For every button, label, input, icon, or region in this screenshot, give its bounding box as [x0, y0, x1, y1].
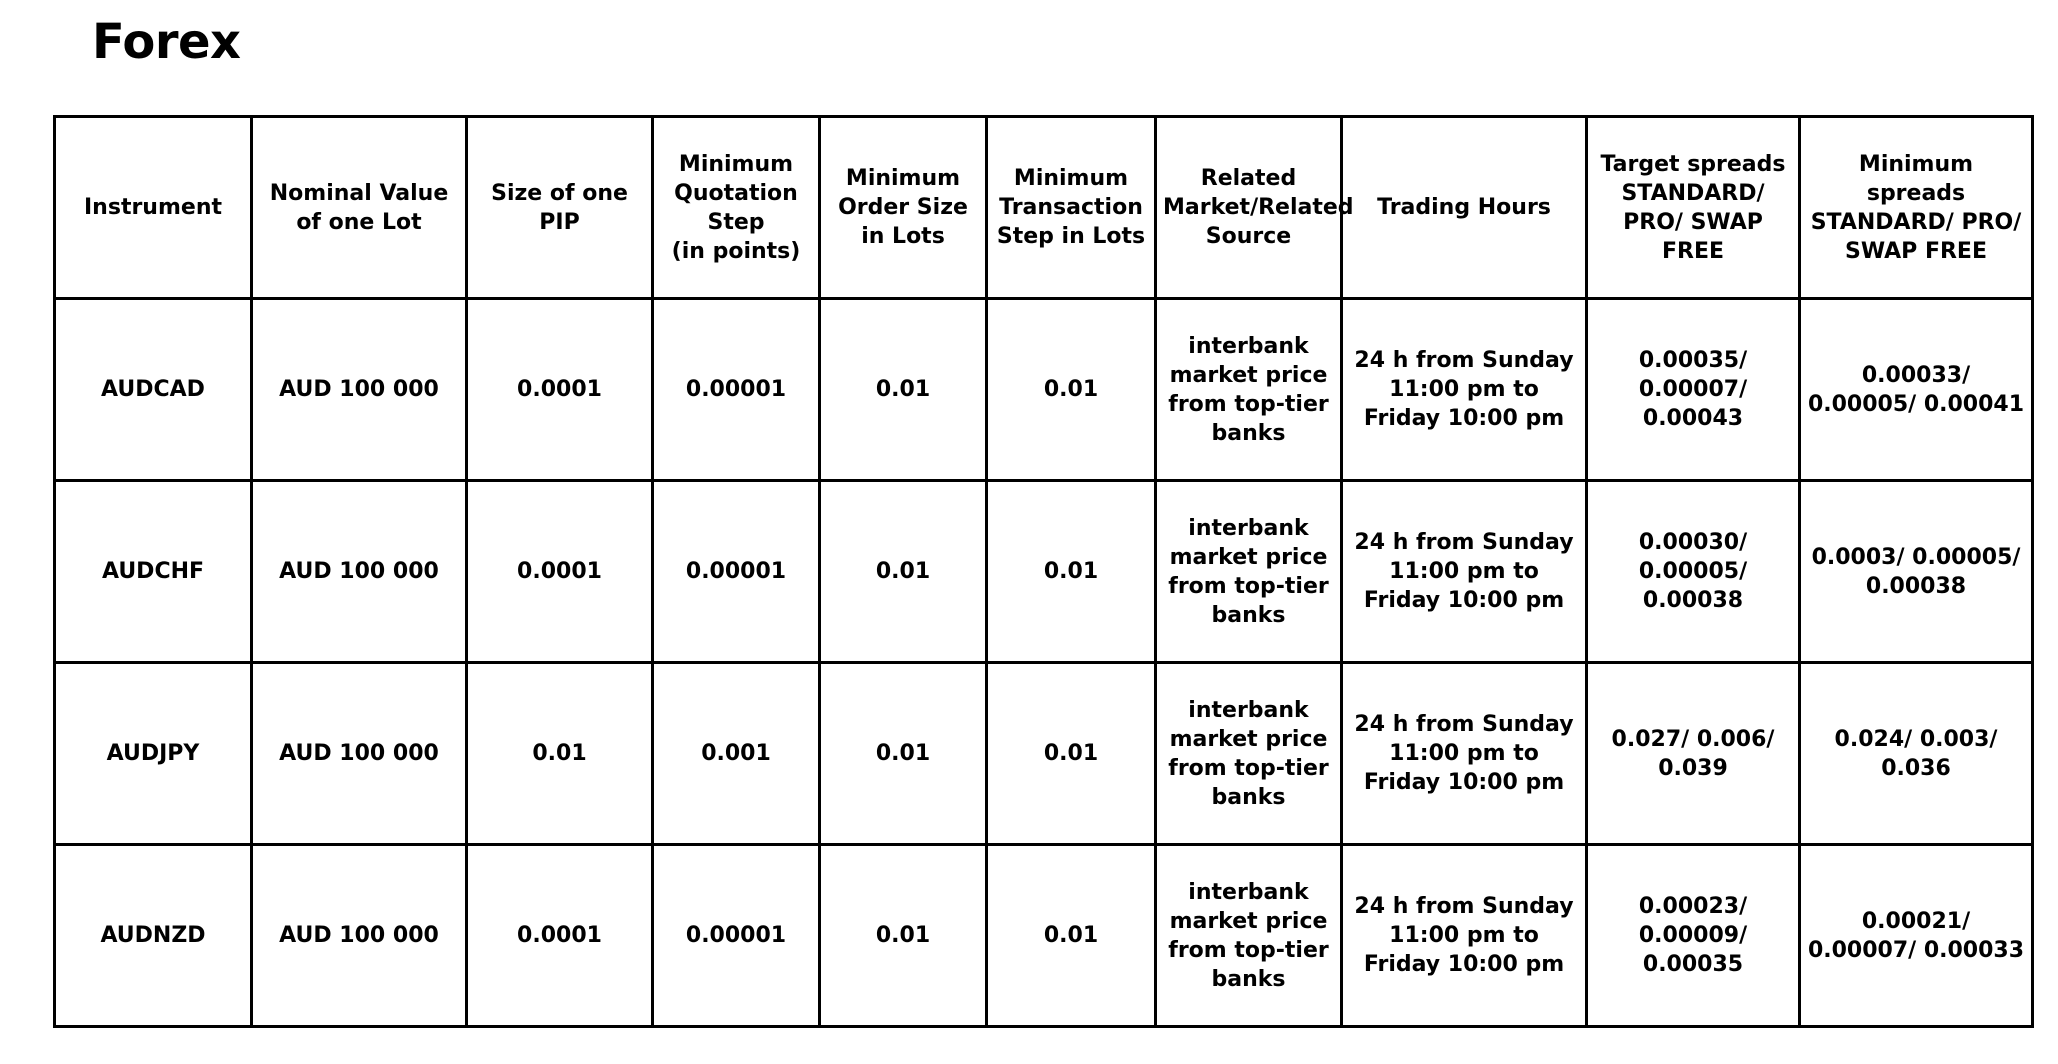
table-row [55, 481, 2033, 663]
cell-instrument: AUDCAD [55, 299, 252, 481]
header-pip-size: Size of one PIP [467, 117, 653, 299]
cell-min-order-size: 0.01 [820, 299, 987, 481]
header-related-market: Related Market/Related Source [1156, 117, 1342, 299]
header-min-order-size: Minimum Order Size in Lots [820, 117, 987, 299]
cell-minimum-spreads: 0.00033/ 0.00005/ 0.00041 [1800, 299, 2033, 481]
header-trading-hours: Trading Hours [1342, 117, 1587, 299]
cell-pip-size: 0.01 [467, 663, 653, 845]
cell-min-transaction-step: 0.01 [987, 299, 1156, 481]
header-instrument: Instrument [55, 117, 252, 299]
cell-instrument: AUDNZD [55, 845, 252, 1027]
cell-trading-hours: 24 h from Sunday 11:00 pm to Friday 10:00 pm [1342, 845, 1587, 1027]
cell-related-market: interbank market price from top-tier banks [1156, 663, 1342, 845]
cell-pip-size: 0.0001 [467, 481, 653, 663]
cell-min-transaction-step: 0.01 [987, 845, 1156, 1027]
page-title: Forex [92, 14, 241, 70]
cell-min-quotation-step: 0.001 [653, 663, 820, 845]
cell-min-order-size: 0.01 [820, 481, 987, 663]
cell-min-order-size: 0.01 [820, 845, 987, 1027]
cell-related-market: interbank market price from top-tier banks [1156, 299, 1342, 481]
cell-trading-hours: 24 h from Sunday 11:00 pm to Friday 10:00 pm [1342, 663, 1587, 845]
cell-min-transaction-step: 0.01 [987, 481, 1156, 663]
table-row [55, 845, 2033, 1027]
cell-related-market: interbank market price from top-tier banks [1156, 481, 1342, 663]
cell-target-spreads: 0.00035/ 0.00007/ 0.00043 [1587, 299, 1800, 481]
cell-min-quotation-step: 0.00001 [653, 299, 820, 481]
cell-target-spreads: 0.00023/ 0.00009/ 0.00035 [1587, 845, 1800, 1027]
cell-trading-hours: 24 h from Sunday 11:00 pm to Friday 10:00 pm [1342, 299, 1587, 481]
cell-pip-size: 0.0001 [467, 299, 653, 481]
header-minimum-spreads: Minimum spreads STANDARD/ PRO/ SWAP FREE [1800, 117, 2033, 299]
table-row [55, 663, 2033, 845]
cell-min-quotation-step: 0.00001 [653, 845, 820, 1027]
cell-nominal-value: AUD 100 000 [252, 481, 467, 663]
cell-related-market: interbank market price from top-tier banks [1156, 845, 1342, 1027]
header-target-spreads: Target spreads STANDARD/ PRO/ SWAP FREE [1587, 117, 1800, 299]
cell-minimum-spreads: 0.0003/ 0.00005/ 0.00038 [1800, 481, 2033, 663]
cell-min-order-size: 0.01 [820, 663, 987, 845]
header-nominal-value: Nominal Value of one Lot [252, 117, 467, 299]
cell-minimum-spreads: 0.00021/ 0.00007/ 0.00033 [1800, 845, 2033, 1027]
cell-min-quotation-step: 0.00001 [653, 481, 820, 663]
cell-pip-size: 0.0001 [467, 845, 653, 1027]
forex-table [53, 115, 2034, 1028]
header-min-transaction-step: Minimum Transaction Step in Lots [987, 117, 1156, 299]
cell-target-spreads: 0.027/ 0.006/ 0.039 [1587, 663, 1800, 845]
cell-nominal-value: AUD 100 000 [252, 845, 467, 1027]
cell-nominal-value: AUD 100 000 [252, 299, 467, 481]
table-row [55, 299, 2033, 481]
header-min-quotation-step: Minimum Quotation Step (in points) [653, 117, 820, 299]
cell-min-transaction-step: 0.01 [987, 663, 1156, 845]
cell-trading-hours: 24 h from Sunday 11:00 pm to Friday 10:00 pm [1342, 481, 1587, 663]
cell-nominal-value: AUD 100 000 [252, 663, 467, 845]
cell-minimum-spreads: 0.024/ 0.003/ 0.036 [1800, 663, 2033, 845]
table-header-row [55, 117, 2033, 299]
cell-target-spreads: 0.00030/ 0.00005/ 0.00038 [1587, 481, 1800, 663]
cell-instrument: AUDJPY [55, 663, 252, 845]
cell-instrument: AUDCHF [55, 481, 252, 663]
